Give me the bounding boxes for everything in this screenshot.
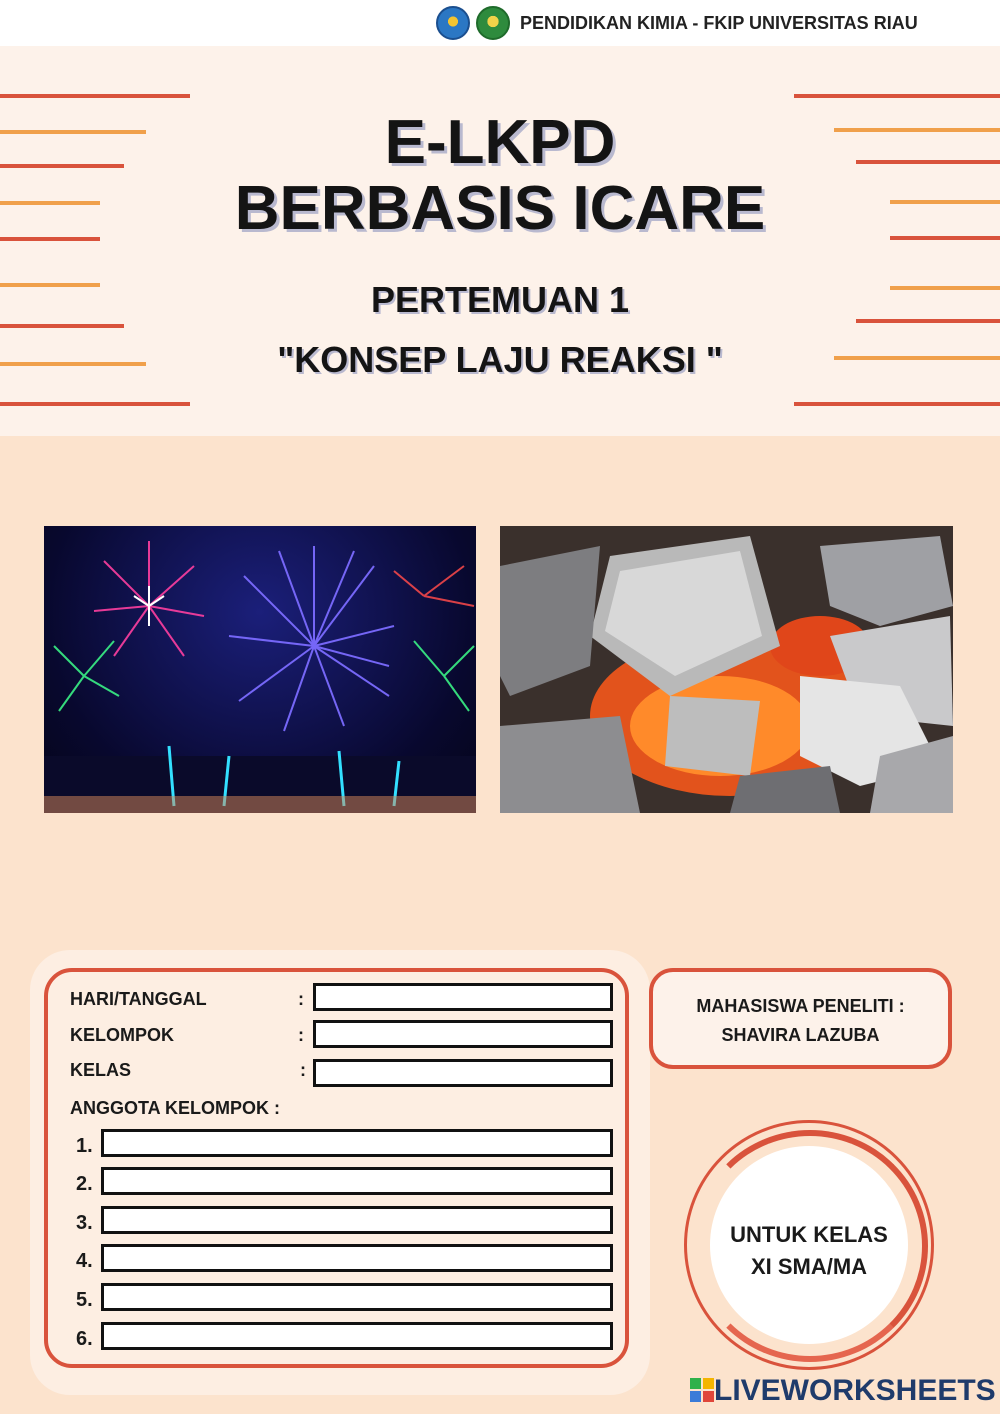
member-input-2[interactable] — [101, 1167, 613, 1195]
header-bar — [0, 0, 1000, 46]
date-input[interactable] — [313, 983, 613, 1011]
member-number: 1. — [76, 1135, 93, 1157]
group-label: KELOMPOK — [70, 1025, 175, 1045]
target-class-line1: UNTUK KELAS — [730, 1222, 888, 1247]
institution-name: PENDIDIKAN KIMIA - FKIP UNIVERSITAS RIAU — [520, 13, 918, 33]
liveworksheets-logo-icon — [690, 1378, 714, 1402]
charcoal-image — [500, 526, 953, 813]
ministry-logo-icon — [436, 6, 470, 40]
charcoal-illustration — [500, 526, 953, 813]
group-input[interactable] — [313, 1020, 613, 1048]
researcher-name: SHAVIRA LAZUBA — [721, 1025, 880, 1045]
decor-stripe — [0, 324, 124, 328]
member-input-4[interactable] — [101, 1244, 613, 1272]
group-colon: : — [298, 1025, 304, 1045]
member-input-5[interactable] — [101, 1283, 613, 1311]
members-label: ANGGOTA KELOMPOK : — [70, 1098, 280, 1118]
decor-stripe — [0, 94, 190, 98]
member-input-1[interactable] — [101, 1129, 613, 1157]
member-number: 5. — [76, 1289, 93, 1311]
target-class-badge — [684, 1120, 934, 1370]
class-input[interactable] — [313, 1059, 613, 1087]
target-class-line2: XI SMA/MA — [750, 1254, 868, 1279]
class-colon: : — [300, 1060, 306, 1080]
topic-title: "KONSEP LAJU REAKSI " — [277, 339, 723, 380]
class-label: KELAS — [70, 1060, 132, 1080]
meeting-number: PERTEMUAN 1 — [370, 279, 630, 320]
liveworksheets-brand — [690, 1372, 996, 1408]
date-colon: : — [298, 989, 304, 1009]
cover-title: E-LKPD — [384, 108, 616, 177]
decor-stripe — [794, 402, 1000, 406]
member-input-3[interactable] — [101, 1206, 613, 1234]
researcher-box — [649, 968, 952, 1069]
member-number: 6. — [76, 1328, 93, 1350]
cover-subtitle: BERBASIS ICARE — [234, 174, 766, 243]
member-input-6[interactable] — [101, 1322, 613, 1350]
university-logo-icon — [476, 6, 510, 40]
member-number: 4. — [76, 1250, 93, 1272]
member-number: 3. — [76, 1212, 93, 1234]
fireworks-image — [44, 526, 476, 813]
decor-stripe — [794, 94, 1000, 98]
member-number: 2. — [76, 1173, 93, 1195]
decor-stripe — [0, 402, 190, 406]
researcher-label: MAHASISWA PENELITI : — [696, 996, 905, 1016]
fireworks-illustration — [44, 526, 476, 813]
liveworksheets-wordmark: LIVEWORKSHEETS — [714, 1374, 996, 1407]
date-label: HARI/TANGGAL — [70, 989, 207, 1009]
